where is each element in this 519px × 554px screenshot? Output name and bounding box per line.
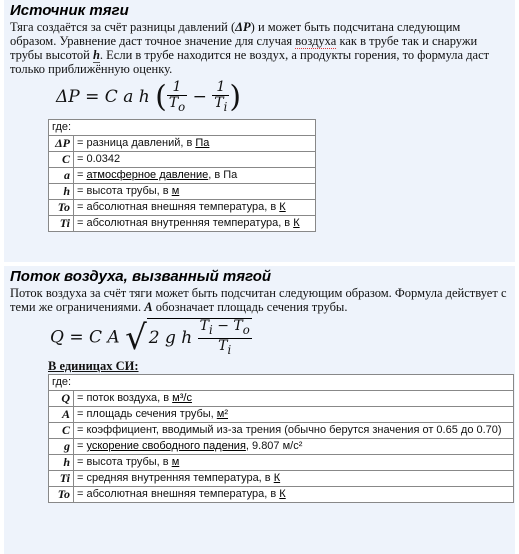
draft-formula: ΔP = C a h ( $\frac{1}{T_o}$ − $\frac{1}{T_i}$ ) (56, 79, 242, 115)
section-paragraph: Тяга создаётся за счёт разницы давлений (ΔP) и может быть подсчитана следующим образом. Уравнение даст точное значение для случая воздуха как в трубе так и снаружи трубы высотой h. Если в трубе находится не воздух, а продукты горения, то формула даст только приближённую оценку. (10, 20, 490, 76)
link-m3s[interactable]: м³/с (172, 392, 192, 404)
definitions-table-1 (48, 119, 316, 232)
table-row: A = площадь сечения трубы, м² (49, 407, 514, 423)
table-row: ΔP = разница давлений, в Па (49, 136, 316, 152)
definitions-table-2 (48, 374, 514, 503)
section-title: Источник тяги (10, 2, 129, 19)
link-pa[interactable]: Па (195, 137, 210, 149)
link-atm-pressure[interactable]: атмосферное давление (86, 169, 209, 181)
link-meter[interactable]: м (171, 185, 180, 197)
table-row: C = коэффициент, вводимый из-за трения (обычно берутся значения от 0.65 до 0.70) (49, 423, 514, 439)
table-row: Ti = средняя внутренняя температура, в К (49, 471, 514, 487)
link-air[interactable]: воздуха (295, 34, 337, 48)
table-row: Ti = абсолютная внутренняя температура, в К (49, 216, 316, 232)
table-header: где: (49, 120, 316, 136)
section-paragraph: Поток воздуха за счёт тяги может быть подсчитан следующим образом. Формула действует с теми же ограничениями. A обозначает площадь сечения трубы. (10, 286, 507, 314)
link-m2[interactable]: м² (216, 408, 229, 420)
section-title: Поток воздуха, вызванный тягой (10, 268, 272, 285)
table-row: C = 0.0342 (49, 152, 316, 168)
table-row: a = атмосферное давление, в Па (49, 168, 316, 184)
link-kelvin[interactable]: К (279, 488, 286, 500)
table-header: где: (49, 375, 514, 391)
airflow-formula: Q = C A √ 2 g h $\frac{T_i - T_o}{T_i}$ (50, 317, 250, 358)
table-row: To = абсолютная внешняя температура, в К (49, 487, 514, 503)
link-kelvin[interactable]: К (273, 472, 281, 484)
table-row: h = высота трубы, в м (49, 455, 514, 471)
units-subtitle: В единицах СИ: (48, 358, 139, 373)
table-row: Q = поток воздуха, в м³/с (49, 391, 514, 407)
link-kelvin[interactable]: К (293, 217, 300, 229)
link-gravity[interactable]: ускорение свободного падения (86, 440, 246, 452)
link-kelvin[interactable]: К (279, 201, 286, 213)
table-row: g = ускорение свободного падения, 9.807 м/с² (49, 439, 514, 455)
table-row: To = абсолютная внешняя температура, в К (49, 200, 316, 216)
table-row: h = высота трубы, в м (49, 184, 316, 200)
link-meter[interactable]: м (171, 456, 180, 468)
